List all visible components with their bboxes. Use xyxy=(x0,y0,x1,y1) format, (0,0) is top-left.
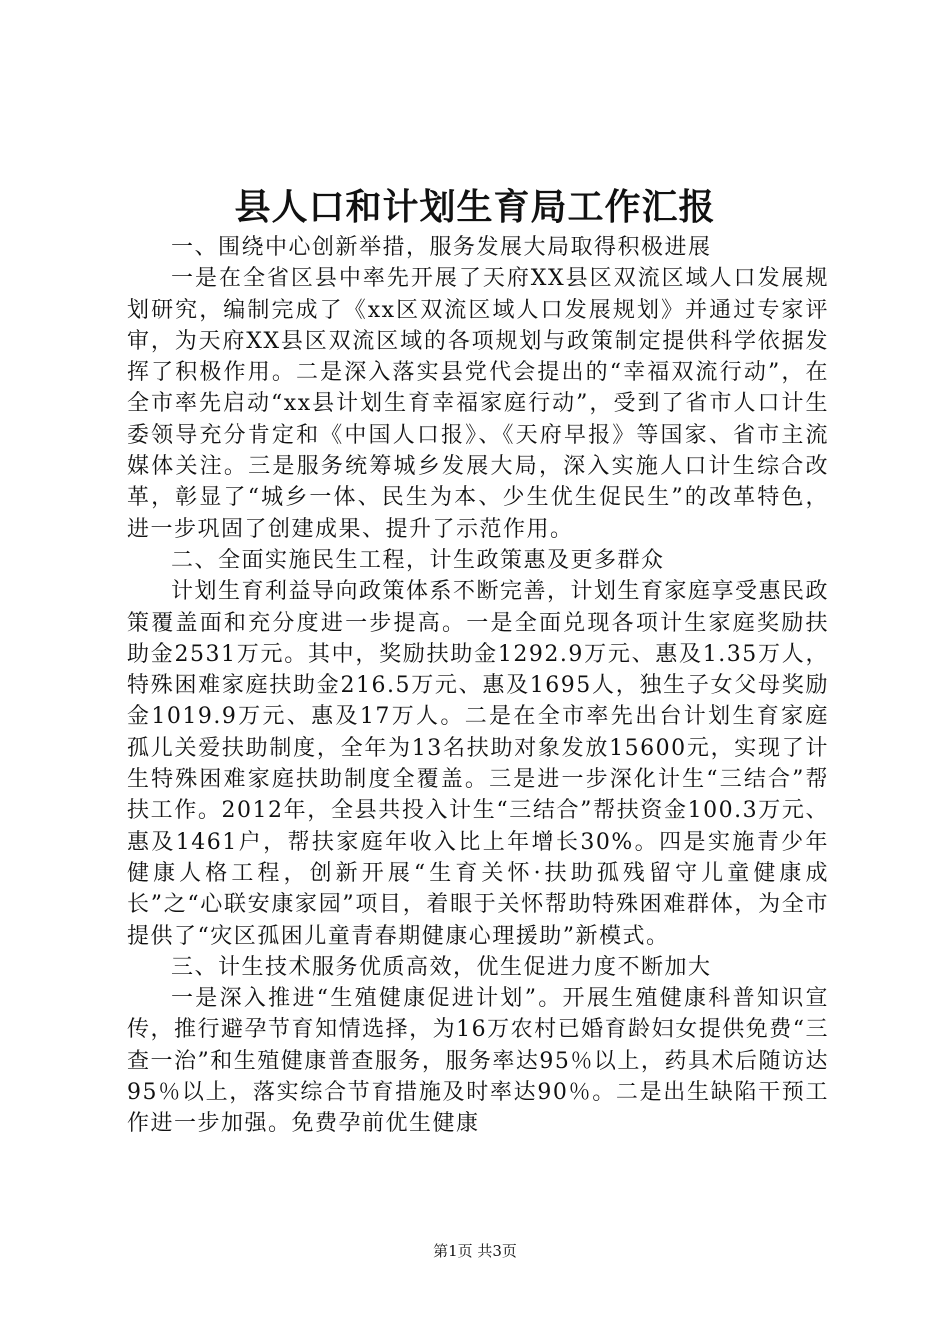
body-paragraph-1: 一是在全省区县中率先开展了天府XX县区双流区域人口发展规划研究，编制完成了《xx区双流区域人口发展规划》并通过专家评审，为天府XX县区双流区域的各项规划与政策制定提供科学依据发挥了积极作用。二是深入落实县党代会提出的“幸福双流行动”，在全市率先启动“xx县计划生育幸福家庭行动”，受到了省市人口计生委领导充分肯定和《中国人口报》、《天府早报》等国家、省市主流媒体关注。三是服务统筹城乡发展大局，深入实施人口计生综合改革，彰显了“城乡一体、民生为本、少生优生促民生”的改革特色，进一步巩固了创建成果、提升了示范作用。 xyxy=(127,266,829,542)
section-heading-2: 二、全面实施民生工程，计生政策惠及更多群众 xyxy=(171,547,665,573)
section-heading-3: 三、计生技术服务优质高效，优生促进力度不断加大 xyxy=(171,954,712,980)
page-footer: 第1页 共3页 xyxy=(433,1242,517,1260)
document-title: 县人口和计划生育局工作汇报 xyxy=(234,187,716,228)
document-body xyxy=(127,232,829,1140)
body-paragraph-2: 计划生育利益导向政策体系不断完善，计划生育家庭享受惠民政策覆盖面和充分度进一步提高。一是全面兑现各项计生家庭奖励扶助金2531万元。其中，奖励扶助金1292.9万元、惠及1.35万人，特殊困难家庭扶助金216.5万元、惠及1695人，独生子女父母奖励金1019.9万元、惠及17万人。二是在全市率先出台计划生育家庭孤儿关爱扶助制度，全年为13名扶助对象发放15600元，实现了计生特殊困难家庭扶助制度全覆盖。三是进一步深化计生“三结合”帮扶工作。2012年，全县共投入计生“三结合”帮扶资金100.3万元、惠及1461户，帮扶家庭年收入比上年增长30%。四是实施青少年健康人格工程，创新开展“生育关怀·扶助孤残留守儿童健康成长”之“心联安康家园”项目，着眼于关怀帮助特殊困难群体，为全市提供了“灾区孤困儿童青春期健康心理援助”新模式。 xyxy=(127,579,830,949)
section-heading-1: 一、围绕中心创新举措，服务发展大局取得积极进展 xyxy=(171,235,712,260)
body-paragraph-3: 一是深入推进“生殖健康促进计划”。开展生殖健康科普知识宣传，推行避孕节育知情选择，为16万农村已婚育龄妇女提供免费“三查一治”和生殖健康普查服务，服务率达95％以上，药具术后随访达95％以上，落实综合节育措施及时率达90％。二是出生缺陷干预工作进一步加强。免费孕前优生健康 xyxy=(127,986,829,1137)
